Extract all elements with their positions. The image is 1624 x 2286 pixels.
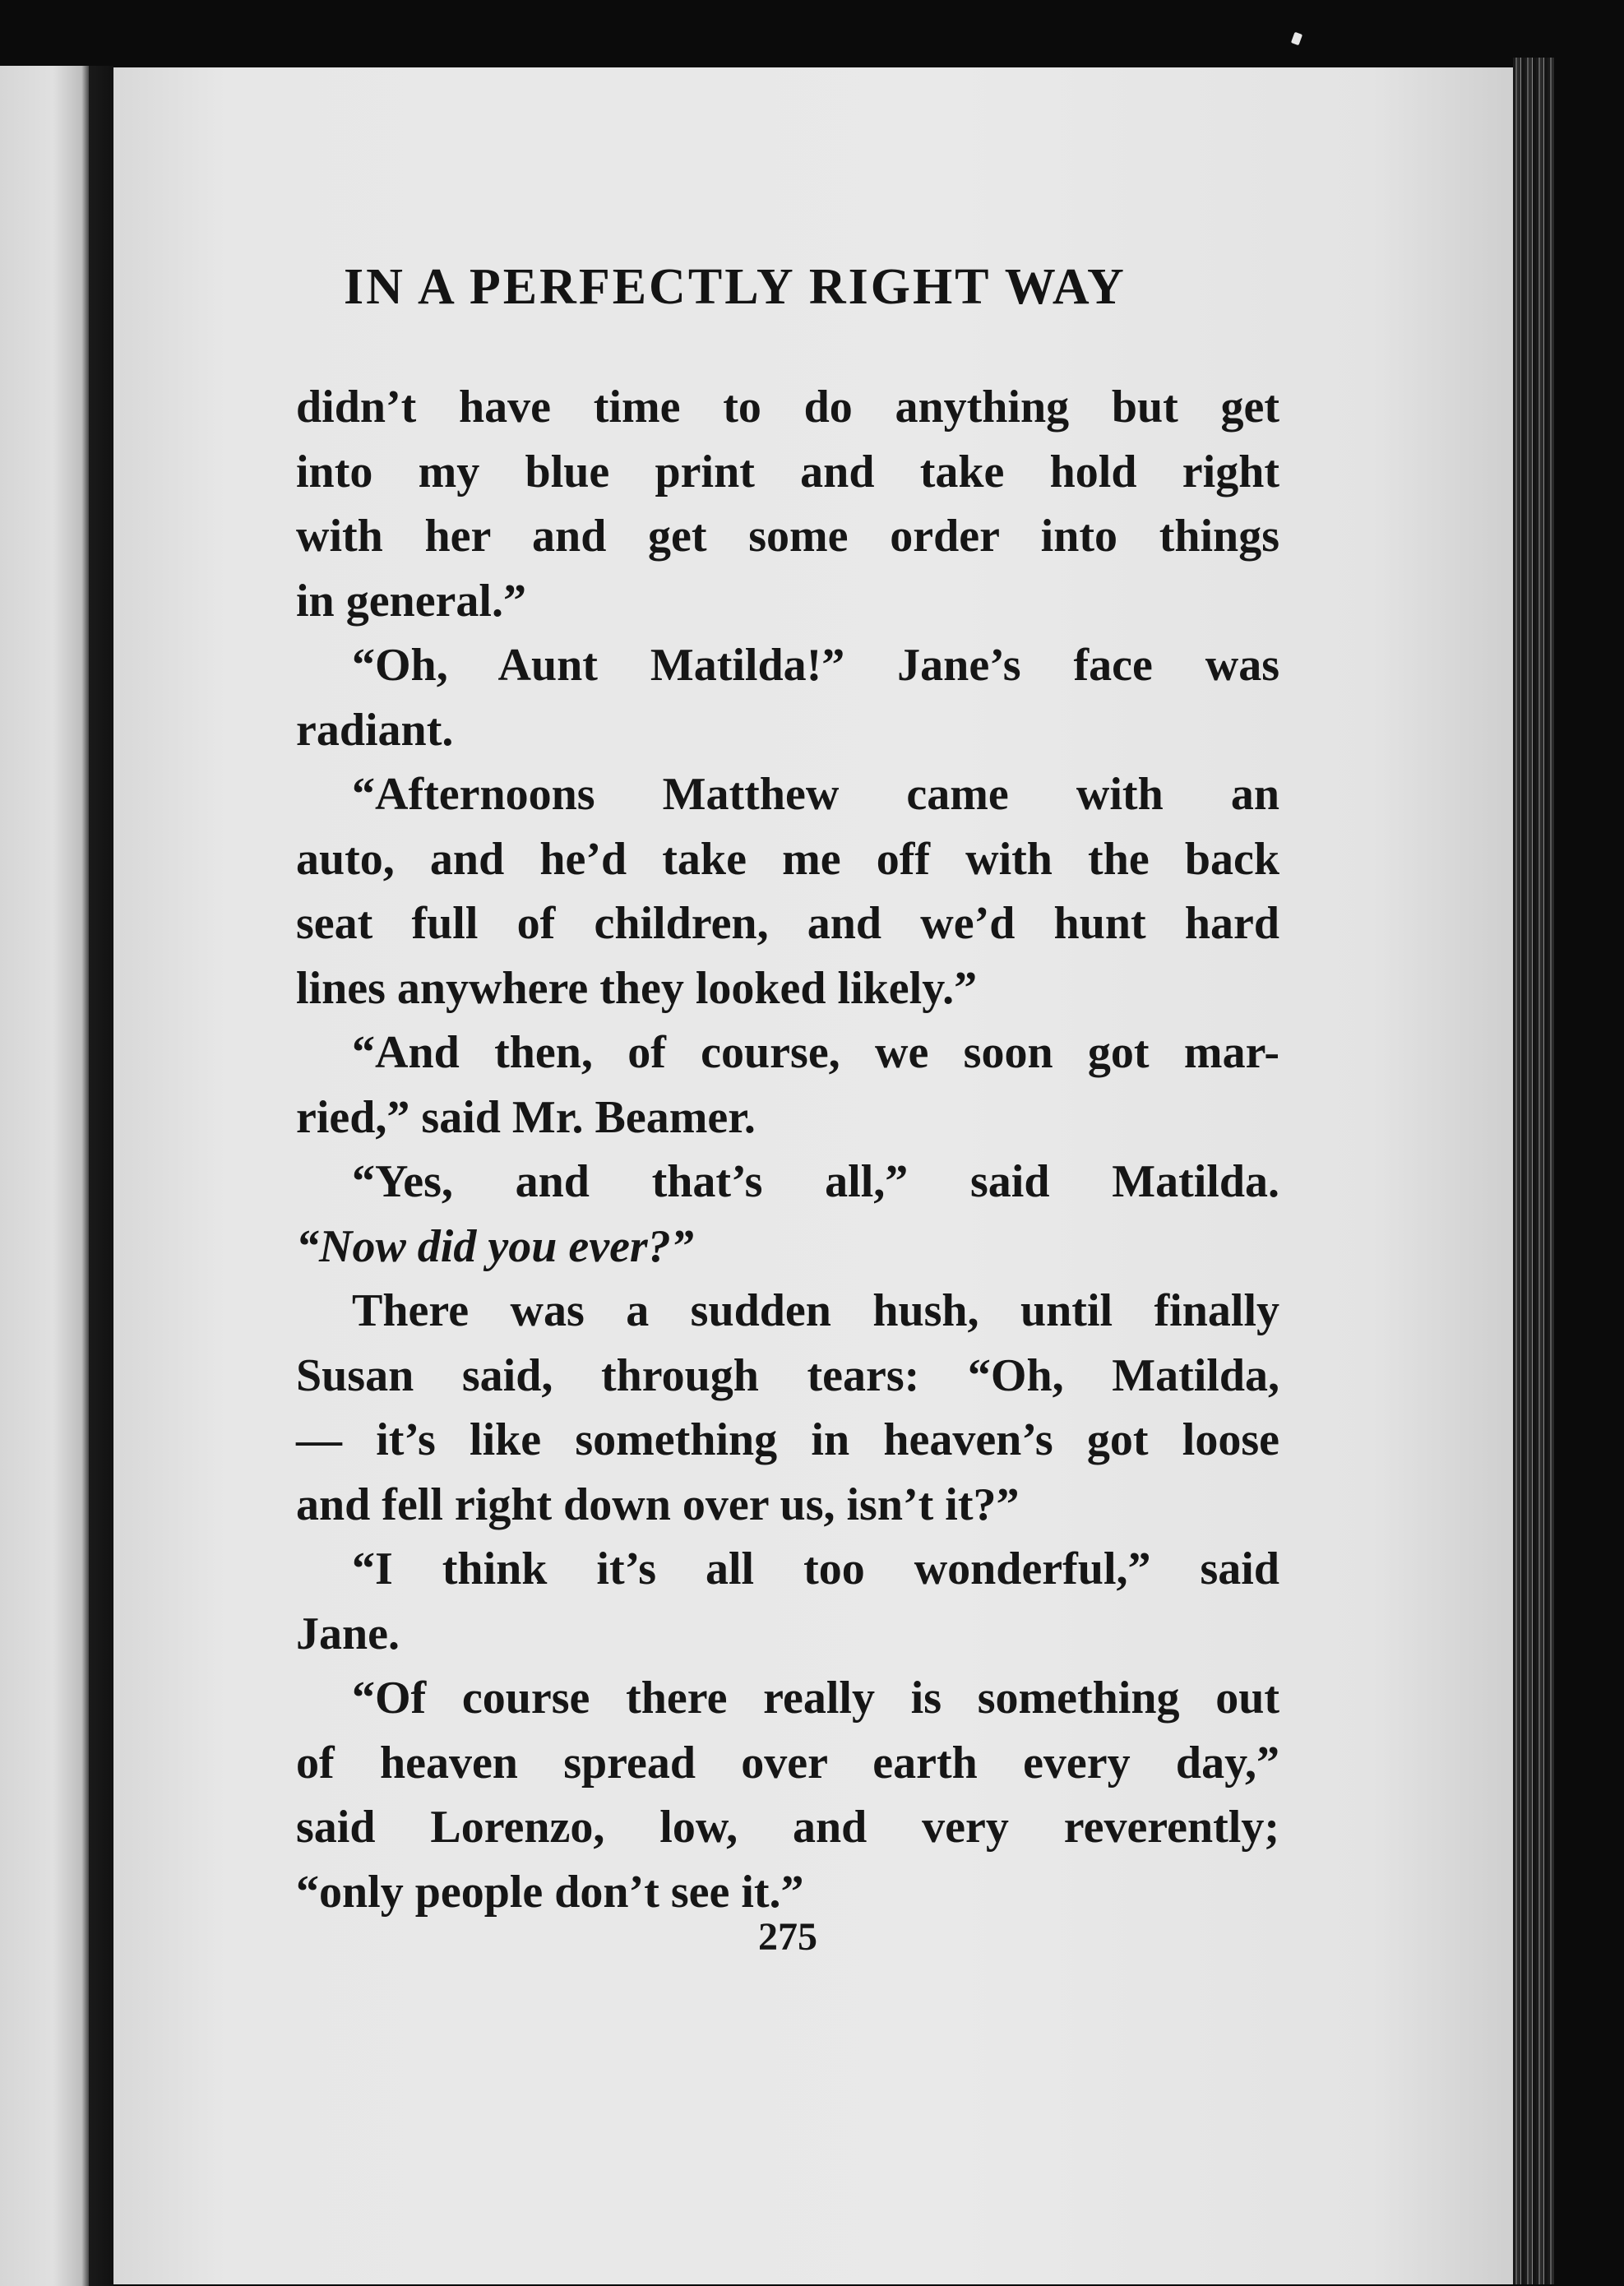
text-line: There was a sudden hush, until finally [352, 1285, 1279, 1336]
text-line: “Oh, Aunt Matilda!” Jane’s face was [352, 640, 1279, 691]
book-gutter [89, 66, 113, 2286]
text-line: “And then, of course, we soon got mar- [352, 1027, 1279, 1078]
running-head: IN A PERFECTLY RIGHT WAY [344, 259, 1127, 315]
text-line: didn’t have time to do anything but get [296, 382, 1279, 433]
text-line: with her and get some order into things [296, 511, 1279, 562]
text-line: in general.” [296, 575, 526, 627]
body-text [296, 375, 1279, 1924]
text-line: Jane. [296, 1608, 400, 1659]
text-line: said Lorenzo, low, and very reverently; [296, 1802, 1279, 1853]
text-line: auto, and he’d take me off with the back [296, 833, 1279, 885]
text-line: and fell right down over us, isn’t it?” [296, 1478, 1020, 1530]
text-line-italic: “Now did you ever?” [296, 1220, 694, 1272]
text-line: radiant. [296, 704, 454, 756]
text-line: “Of course there really is something out [352, 1673, 1279, 1724]
text-line: “Yes, and that’s all,” said Matilda. [352, 1156, 1279, 1207]
scan-border-right [1554, 58, 1624, 2284]
text-line: Susan said, through tears: “Oh, Matilda, [296, 1349, 1279, 1401]
facing-page-edge [0, 66, 89, 2286]
text-line: “I think it’s all too wonderful,” said [352, 1543, 1279, 1594]
text-line: lines anywhere they looked likely.” [296, 962, 978, 1014]
text-line: — it’s like something in heaven’s got loose [296, 1414, 1279, 1465]
text-line: of heaven spread over earth every day,” [296, 1737, 1279, 1789]
text-line: into my blue print and take hold right [296, 446, 1279, 497]
text-line: “Afternoons Matthew came with an [352, 769, 1279, 820]
text-line: ried,” said Mr. Beamer. [296, 1091, 756, 1143]
text-line: seat full of children, and we’d hunt hard [296, 898, 1279, 949]
page-number: 275 [758, 1915, 817, 1959]
text-line: “only people don’t see it.” [296, 1866, 804, 1918]
